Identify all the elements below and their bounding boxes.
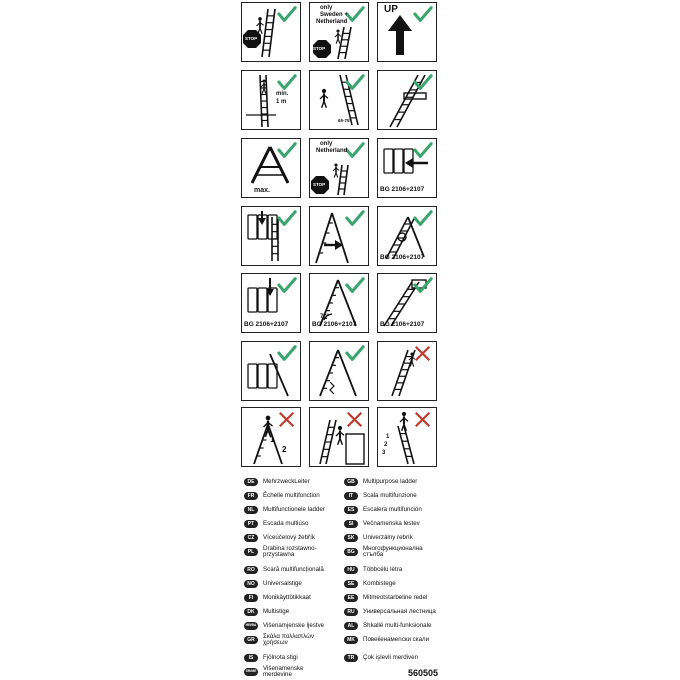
language-row	[244, 652, 298, 664]
language-product-name: Monikäyttötikkaat	[263, 593, 311, 601]
language-code-badge: NO	[244, 580, 258, 588]
language-code-badge: EE	[344, 594, 358, 602]
check-icon	[275, 209, 299, 228]
language-code-badge: DK	[244, 608, 258, 616]
language-row	[244, 546, 317, 558]
pictogram-text: 65-75°	[338, 118, 352, 123]
language-code-badge: SE	[344, 580, 358, 588]
language-row	[244, 666, 303, 678]
stop-sign-label: STOP	[245, 36, 258, 41]
language-code-badge: RU	[344, 608, 358, 616]
language-row	[344, 564, 402, 576]
cross-icon	[411, 410, 435, 429]
language-row	[344, 532, 413, 544]
stop-sign-label: STOP	[313, 46, 326, 51]
language-code-badge: HR/BA	[244, 622, 258, 630]
language-code-badge: AL	[344, 622, 358, 630]
language-row	[244, 634, 314, 646]
pictogram-text: 70°	[320, 314, 330, 320]
language-code-badge: SR/ME	[244, 668, 258, 676]
language-code-badge: CZ	[244, 534, 258, 542]
language-row	[244, 620, 324, 632]
language-product-name: Drabina rozstawno- przystawna	[263, 544, 317, 558]
check-icon	[275, 276, 299, 295]
language-product-name: Multistige	[263, 607, 290, 615]
pictogram-text: only	[320, 5, 333, 11]
pictogram-text: BG 2106+2107	[380, 254, 425, 261]
language-product-name: Σκάλα πολλαπλών χρήσεων	[263, 632, 315, 646]
pictogram-cell	[377, 341, 437, 401]
check-icon	[411, 5, 435, 24]
language-row	[344, 592, 427, 604]
check-icon	[275, 5, 299, 24]
check-icon	[411, 276, 435, 295]
pictogram-text: 3	[382, 450, 386, 456]
pictogram-cell	[377, 2, 437, 62]
cross-icon	[275, 410, 299, 429]
check-icon	[343, 209, 367, 228]
pictogram-cell	[241, 206, 301, 266]
language-product-name: Escada multiúso	[263, 519, 309, 527]
stop-sign-label: STOP	[313, 182, 326, 187]
pictogram-cell	[377, 206, 437, 266]
language-product-name: Fjölnota stigi	[263, 653, 298, 661]
language-row	[244, 518, 308, 530]
language-code-badge: PT	[244, 520, 258, 528]
language-product-name: Universalstige	[263, 579, 302, 587]
pictogram-text: 1	[270, 435, 275, 444]
language-row	[344, 476, 417, 488]
pictogram-text: UP	[384, 4, 398, 15]
pictogram-cell	[309, 341, 369, 401]
language-product-name: Scala multifunzione	[363, 491, 417, 499]
pictogram-text: Sweden +	[320, 12, 348, 18]
language-code-badge: FR	[244, 492, 258, 500]
language-product-name: Kombistege	[363, 579, 396, 587]
pictogram-cell	[241, 2, 301, 62]
language-product-name: Scară multifuncțională	[263, 565, 324, 573]
pictogram-text: max.	[254, 187, 270, 194]
language-code-badge: IS	[244, 654, 258, 662]
language-product-name: Víceúčelový žebřík	[263, 533, 315, 541]
pictogram-grid	[241, 2, 437, 470]
language-row	[244, 532, 315, 544]
language-code-badge: FI	[244, 594, 258, 602]
language-product-name: Échelle multifonction	[263, 491, 320, 499]
pictogram-cell	[241, 273, 301, 333]
check-icon	[275, 344, 299, 363]
pictogram-cell	[309, 2, 369, 62]
language-product-name: Многофункционална стълба	[363, 544, 423, 558]
pictogram-cell	[377, 138, 437, 198]
language-code-badge: MK	[344, 636, 358, 644]
language-product-name: Повеќенамenски скали	[363, 635, 430, 643]
language-product-name: Többcélú létra	[363, 565, 403, 573]
language-code-badge: PL	[244, 548, 258, 556]
language-row	[344, 546, 423, 558]
pictogram-text: BG 2106+2107	[312, 321, 357, 328]
cross-icon	[411, 344, 435, 363]
language-row	[344, 620, 431, 632]
language-code-badge: IT	[344, 492, 358, 500]
language-product-name: Multipurpose ladder	[363, 477, 418, 485]
language-code-badge: SI	[344, 520, 358, 528]
language-code-badge: BG	[344, 548, 358, 556]
language-row	[344, 504, 422, 516]
language-row	[244, 476, 310, 488]
pictogram-cell	[241, 341, 301, 401]
language-product-name: Višenamenske merdevine	[263, 664, 304, 678]
language-product-name: Multifunctionele ladder	[263, 505, 325, 513]
pictogram-cell	[309, 407, 369, 467]
check-icon	[411, 209, 435, 228]
pictogram-text: Netherland	[316, 148, 348, 154]
pictogram-cell	[309, 138, 369, 198]
check-icon	[343, 344, 367, 363]
language-product-name: Shkallë multi-funksionale	[363, 621, 432, 629]
pictogram-cell	[241, 138, 301, 198]
language-row	[244, 504, 325, 516]
language-row	[244, 606, 289, 618]
language-row	[244, 490, 320, 502]
language-code-badge: TR	[344, 654, 358, 662]
pictogram-cell	[241, 407, 301, 467]
language-code-badge: GB	[344, 478, 358, 486]
pictogram-cell	[377, 70, 437, 130]
language-row	[344, 490, 417, 502]
check-icon	[275, 141, 299, 160]
language-row	[344, 518, 420, 530]
language-product-name: MehrzweckLeiter	[263, 477, 310, 485]
pictogram-text: Netherland	[316, 19, 348, 25]
language-row	[244, 564, 324, 576]
pictogram-text: 2	[384, 442, 388, 448]
pictogram-text: 1 m	[276, 99, 287, 105]
language-product-name: Večnamenska lestev	[363, 519, 420, 527]
check-icon	[343, 276, 367, 295]
pictogram-text: only	[320, 141, 333, 147]
pictogram-text: min.	[276, 91, 289, 97]
check-icon	[343, 73, 367, 92]
pictogram-text: BG 2106+2107	[380, 186, 425, 193]
language-product-name: Mitmeotstarbeline redel	[363, 593, 428, 601]
language-row	[344, 606, 436, 618]
language-code-badge: RO	[244, 566, 258, 574]
cross-icon	[343, 410, 367, 429]
language-code-badge: DE	[244, 478, 258, 486]
language-product-name: Универсальная лестница	[363, 607, 436, 615]
pictogram-text: BG 2106+2107	[380, 321, 425, 328]
article-number: 560505	[408, 668, 439, 678]
language-code-badge: ES	[344, 506, 358, 514]
pictogram-text: BG 2106+2107	[244, 321, 289, 328]
pictogram-cell	[309, 70, 369, 130]
check-icon	[275, 73, 299, 92]
language-row	[344, 578, 396, 590]
pictogram-cell	[309, 273, 369, 333]
pictogram-cell	[377, 407, 437, 467]
language-product-name: Çok işlevli merdiven	[363, 653, 419, 661]
language-row	[244, 578, 302, 590]
language-row	[244, 592, 311, 604]
pictogram-cell	[309, 206, 369, 266]
check-icon	[411, 141, 435, 160]
check-icon	[411, 73, 435, 92]
pictogram-text: 1	[386, 434, 390, 440]
pictogram-cell	[377, 273, 437, 333]
language-product-name: Univerzálny rebrík	[363, 533, 413, 541]
language-row	[344, 634, 429, 646]
language-product-name: Escalera multifunción	[363, 505, 422, 513]
pictogram-cell	[241, 70, 301, 130]
language-code-badge: SK	[344, 534, 358, 542]
language-code-badge: GR	[244, 636, 258, 644]
language-product-name: Višenamjenske ljestve	[263, 621, 325, 629]
pictogram-text: 2	[282, 445, 287, 454]
language-row	[344, 652, 418, 664]
language-code-badge: HU	[344, 566, 358, 574]
language-code-badge: NL	[244, 506, 258, 514]
